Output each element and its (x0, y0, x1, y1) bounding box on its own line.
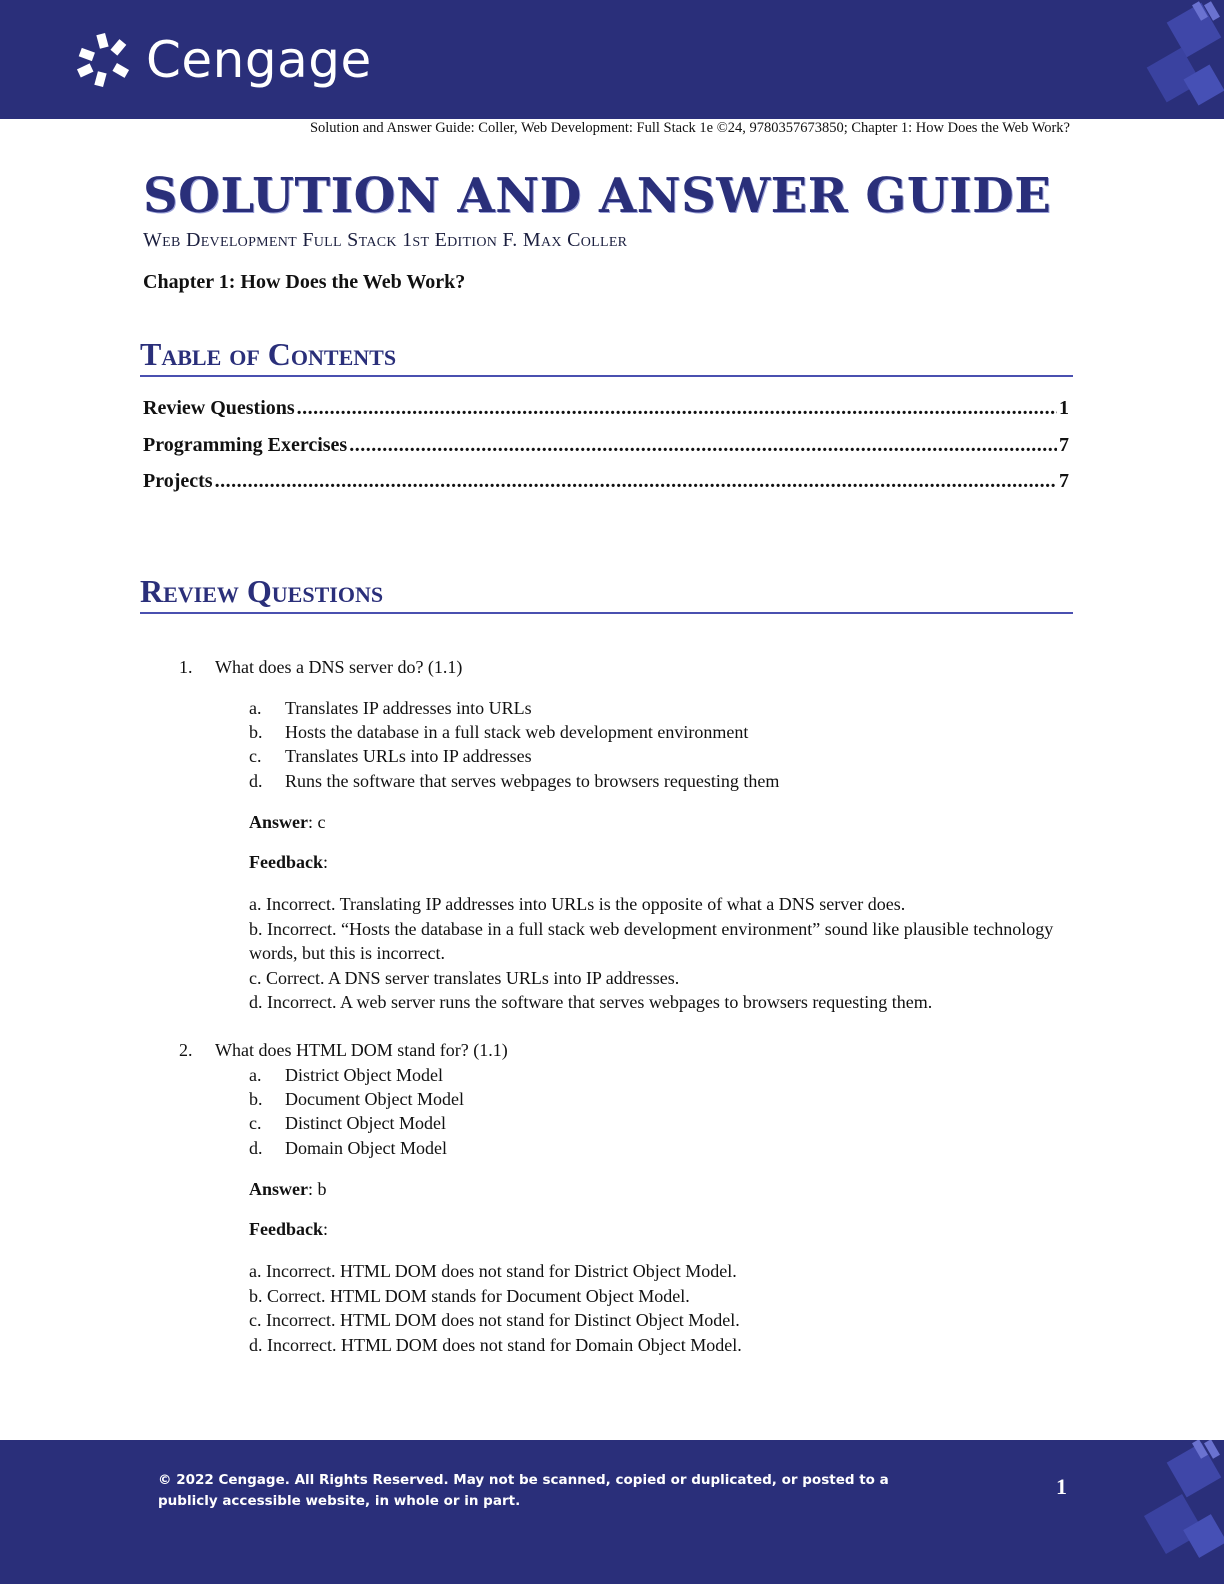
question-number: 1. (179, 657, 193, 677)
toc-item-label: Review Questions (143, 397, 295, 419)
option-letter: a. (249, 1065, 262, 1085)
decorative-blocks-icon (1134, 0, 1224, 119)
toc-item-label: Projects (143, 470, 213, 492)
answer-value: : b (308, 1179, 327, 1199)
copyright-notice: © 2022 Cengage. All Rights Reserved. May not be scanned, copied or duplicated, or posted to a publicly accessible website, in whole or in part. (158, 1472, 889, 1509)
toc-item-page: 1 (1059, 397, 1069, 419)
option-letter: d. (249, 771, 263, 791)
question-2-answer (249, 1179, 327, 1200)
toc-item-page: 7 (1059, 470, 1069, 492)
answer-label: Answer (249, 1179, 308, 1199)
feedback-line: b. Correct. HTML DOM stands for Document Object Model. (249, 1285, 690, 1306)
feedback-label: Feedback (249, 852, 323, 872)
running-header: Solution and Answer Guide: Coller, Web Development: Full Stack 1e ©24, 9780357673850; Chapter 1: How Does the Web Work? (309, 120, 1070, 136)
question-1-option-d (249, 771, 779, 792)
option-text: Translates IP addresses into URLs (285, 698, 532, 718)
feedback-line: d. Incorrect. HTML DOM does not stand for Domain Object Model. (249, 1334, 742, 1355)
question-1-option-b (249, 722, 748, 743)
question-1-option-c (249, 746, 532, 767)
option-letter: b. (249, 722, 263, 742)
option-text: District Object Model (285, 1065, 443, 1085)
option-text: Translates URLs into IP addresses (285, 746, 532, 766)
review-questions-heading: Review Questions (140, 573, 1073, 614)
toc-item-programming-exercises[interactable] (143, 434, 1069, 460)
toc-leader (349, 434, 1057, 457)
footer-band (0, 1440, 1224, 1584)
feedback-line: b. Incorrect. “Hosts the database in a full stack web development environment” sound like plausible technology words, but this is incorrect. (249, 918, 1054, 963)
question-text: What does HTML DOM stand for? (1.1) (215, 1040, 508, 1060)
option-text: Runs the software that serves webpages to browsers requesting them (285, 771, 780, 791)
question-text: What does a DNS server do? (1.1) (215, 657, 463, 677)
question-1-answer (249, 812, 326, 833)
toc-item-label: Programming Exercises (143, 434, 348, 456)
option-text: Distinct Object Model (285, 1113, 446, 1133)
decorative-blocks-icon (1134, 1440, 1224, 1584)
feedback-line: a. Incorrect. HTML DOM does not stand for District Object Model. (249, 1261, 737, 1281)
brand-name: Cengage (146, 31, 372, 89)
question-2-feedback-label: Feedback: (249, 1219, 329, 1239)
page-title: SOLUTION AND ANSWER GUIDE (143, 168, 1052, 224)
book-subtitle: Web Development Full Stack 1st Edition F. Max Coller (143, 229, 628, 251)
option-letter: a. (249, 698, 262, 718)
option-letter: d. (249, 1138, 263, 1158)
option-letter: b. (249, 1089, 263, 1109)
question-2-option-d (249, 1138, 447, 1159)
option-letter: c. (249, 1113, 262, 1133)
answer-value: : c (308, 812, 326, 832)
option-text: Domain Object Model (285, 1138, 447, 1158)
question-2-option-a (249, 1065, 443, 1086)
toc-item-page: 7 (1059, 434, 1069, 456)
feedback-label: Feedback (249, 1219, 323, 1239)
cengage-logo-icon (74, 30, 134, 90)
feedback-line: a. Incorrect. Translating IP addresses into URLs is the opposite of what a DNS server does. (249, 894, 906, 914)
question-1 (179, 657, 462, 678)
feedback-line: c. Correct. A DNS server translates URLs into IP addresses. (249, 967, 680, 988)
option-text: Hosts the database in a full stack web development environment (285, 722, 749, 742)
cengage-logo (74, 30, 372, 90)
answer-label: Answer (249, 812, 308, 832)
question-2-option-b (249, 1089, 464, 1110)
toc-leader (215, 470, 1057, 493)
question-2-feedback (249, 1259, 1059, 1357)
page-number: 1 (1056, 1474, 1067, 1499)
header-band (0, 0, 1224, 119)
feedback-line: d. Incorrect. A web server runs the software that serves webpages to browsers requesting them. (249, 992, 933, 1012)
option-text: Document Object Model (285, 1089, 464, 1109)
option-letter: c. (249, 746, 262, 766)
toc-item-review-questions[interactable] (143, 397, 1069, 423)
question-2-option-c (249, 1113, 446, 1134)
question-1-option-a (249, 698, 532, 719)
question-2 (179, 1040, 508, 1061)
question-number: 2. (179, 1040, 193, 1060)
toc-heading: Table of Contents (140, 336, 1073, 377)
toc-item-projects[interactable] (143, 470, 1069, 496)
feedback-line: c. Incorrect. HTML DOM does not stand for Distinct Object Model. (249, 1310, 740, 1330)
chapter-title: Chapter 1: How Does the Web Work? (143, 271, 466, 293)
toc-leader (297, 397, 1057, 420)
question-1-feedback-label: Feedback: (249, 852, 329, 872)
question-1-feedback (249, 892, 1059, 1015)
